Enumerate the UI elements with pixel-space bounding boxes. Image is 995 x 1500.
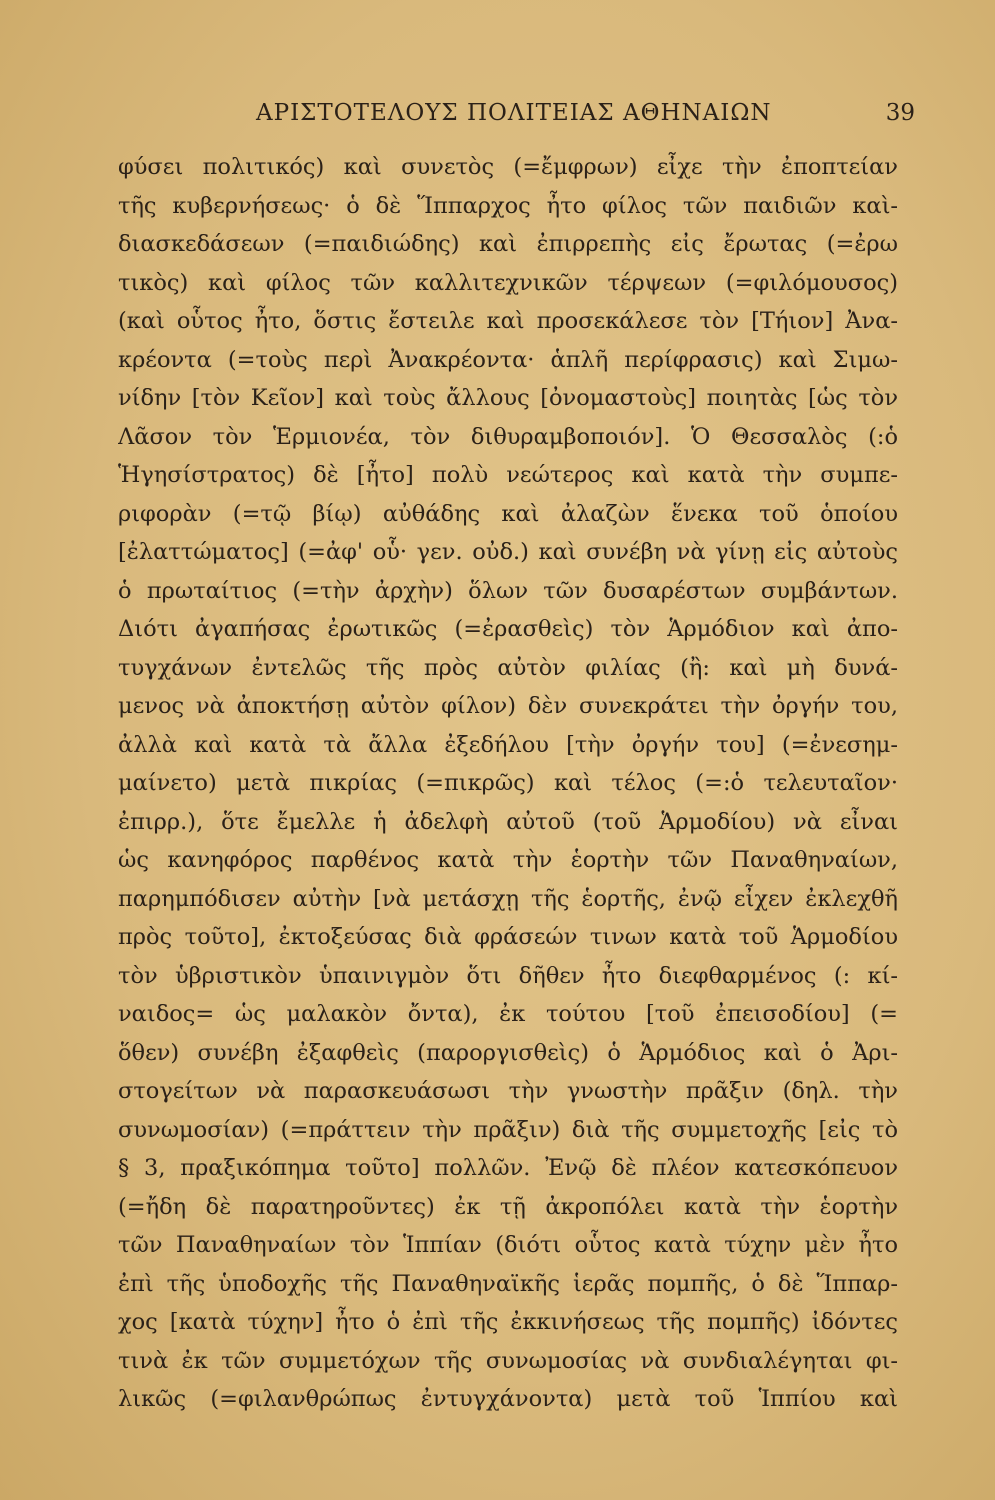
text-line: μενος νὰ ἀποκτήσῃ αὐτὸν φίλον) δὲν συνεκράτει τὴν ὀργήν του, xyxy=(118,693,898,719)
text-line: διασκεδάσεων (=παιδιώδης) καὶ ἐπιρρεπὴς εἰς ἔρωτας (=ἐρω xyxy=(118,231,898,257)
body-text xyxy=(118,148,898,1419)
text-line: Λᾶσον τὸν Ἑρμιονέα, τὸν διθυραμβοποιόν]. Ὁ Θεσσαλὸς (:ὁ xyxy=(118,423,898,450)
text-line: ὅθεν) συνέβη ἐξαφθεὶς (παροργισθεὶς) ὁ Ἁρμόδιος καὶ ὁ Ἀρι- xyxy=(118,1039,898,1066)
text-line: στογείτων νὰ παρασκευάσωσι τὴν γνωστὴν πρᾶξιν (δηλ. τὴν xyxy=(118,1078,898,1104)
text-line: § 3, πραξικόπημα τοῦτο] πολλῶν. Ἐνῷ δὲ πλέον κατεσκόπευον xyxy=(118,1155,898,1181)
text-line: ὁ πρωταίτιος (=τὴν ἀρχὴν) ὅλων τῶν δυσαρέστων συμβάντων. xyxy=(118,577,898,604)
text-line: τινὰ ἐκ τῶν συμμετόχων τῆς συνωμοσίας νὰ συνδιαλέγηται φι- xyxy=(118,1347,898,1374)
text-line: παρημπόδισεν αὐτὴν [νὰ μετάσχῃ τῆς ἑορτῆς, ἐνῷ εἶχεν ἐκλεχθῆ xyxy=(118,885,898,912)
text-line: λικῶς (=φιλανθρώπως ἐντυγχάνοντα) μετὰ τοῦ Ἱππίου καὶ xyxy=(118,1386,898,1412)
text-line: χος [κατὰ τύχην] ἦτο ὁ ἐπὶ τῆς ἐκκινήσεως τῆς πομπῆς) ἰδόντες xyxy=(118,1309,898,1335)
text-line: ἐπιρρ.), ὅτε ἔμελλε ἡ ἀδελφὴ αὐτοῦ (τοῦ Ἁρμοδίου) νὰ εἶναι xyxy=(118,808,898,835)
running-head: ΑΡΙΣΤΟΤΕΛΟΥΣ ΠΟΛΙΤΕΙΑΣ ΑΘΗΝΑΙΩΝ xyxy=(256,100,772,126)
text-line: [ἐλαττώματος] (=ἀφ' οὗ· γεν. οὐδ.) καὶ συνέβη νὰ γίνῃ εἰς αὐτοὺς xyxy=(118,539,898,565)
text-line: τῶν Παναθηναίων τὸν Ἱππίαν (διότι οὗτος κατὰ τύχην μὲν ἦτο xyxy=(118,1232,898,1258)
text-line: (καὶ οὗτος ἦτο, ὅστις ἔστειλε καὶ προσεκάλεσε τὸν [Τήιον] Ἀνα- xyxy=(118,308,898,334)
text-line: τικὸς) καὶ φίλος τῶν καλλιτεχνικῶν τέρψεων (=φιλόμουσος) xyxy=(118,269,898,296)
text-line: τὸν ὑβριστικὸν ὑπαινιγμὸν ὅτι δῆθεν ἦτο διεφθαρμένος (: κί- xyxy=(118,962,898,989)
text-line: Διότι ἀγαπήσας ἐρωτικῶς (=ἐρασθεὶς) τὸν Ἁρμόδιον καὶ ἀπο- xyxy=(118,616,898,642)
text-line: ἐπὶ τῆς ὑποδοχῆς τῆς Παναθηναϊκῆς ἱερᾶς πομπῆς, ὁ δὲ Ἵππαρ- xyxy=(118,1270,898,1297)
text-line: τυγχάνων ἐντελῶς τῆς πρὸς αὐτὸν φιλίας (ἢ: καὶ μὴ δυνά- xyxy=(118,654,898,681)
text-line: νίδην [τὸν Κεῖον] καὶ τοὺς ἄλλους [ὀνομαστοὺς] ποιητὰς [ὡς τὸν xyxy=(118,385,898,411)
text-line: πρὸς τοῦτο], ἐκτοξεύσας διὰ φράσεών τινων κατὰ τοῦ Ἁρμοδίου xyxy=(118,924,898,950)
page-number: 39 xyxy=(885,100,915,126)
text-line: συνωμοσίαν) (=πράττειν τὴν πρᾶξιν) διὰ τῆς συμμετοχῆς [εἰς τὸ xyxy=(118,1116,898,1143)
text-line: τῆς κυβερνήσεως· ὁ δὲ Ἵππαρχος ἦτο φίλος τῶν παιδιῶν καὶ- xyxy=(118,192,898,219)
text-line: ὡς κανηφόρος παρθένος κατὰ τὴν ἑορτὴν τῶν Παναθηναίων, xyxy=(118,847,898,873)
page-header xyxy=(118,100,915,134)
text-line: ἀλλὰ καὶ κατὰ τὰ ἄλλα ἐξεδήλου [τὴν ὀργήν του] (=ἐνεσημ- xyxy=(118,731,898,758)
text-line: Ἡγησίστρατος) δὲ [ἦτο] πολὺ νεώτερος καὶ κατὰ τὴν συμπε- xyxy=(118,462,898,488)
text-line: ριφορὰν (=τῷ βίῳ) αὐθάδης καὶ ἀλαζὼν ἕνεκα τοῦ ὁποίου xyxy=(118,500,898,527)
text-line: μαίνετο) μετὰ πικρίας (=πικρῶς) καὶ τέλος (=:ὁ τελευταῖον· xyxy=(118,770,898,796)
text-line: (=ἤδη δὲ παρατηροῦντες) ἐκ τῇ ἀκροπόλει κατὰ τὴν ἑορτὴν xyxy=(118,1193,898,1220)
text-line: φύσει πολιτικός) καὶ συνετὸς (=ἔμφρων) εἶχε τὴν ἐποπτείαν xyxy=(118,154,898,180)
text-line: ναιδος= ὡς μαλακὸν ὄντα), ἐκ τούτου [τοῦ ἐπεισοδίου] (= xyxy=(118,1001,898,1027)
text-line: κρέοντα (=τοὺς περὶ Ἀνακρέοντα· ἁπλῆ περίφρασις) καὶ Σιμω- xyxy=(118,346,898,373)
